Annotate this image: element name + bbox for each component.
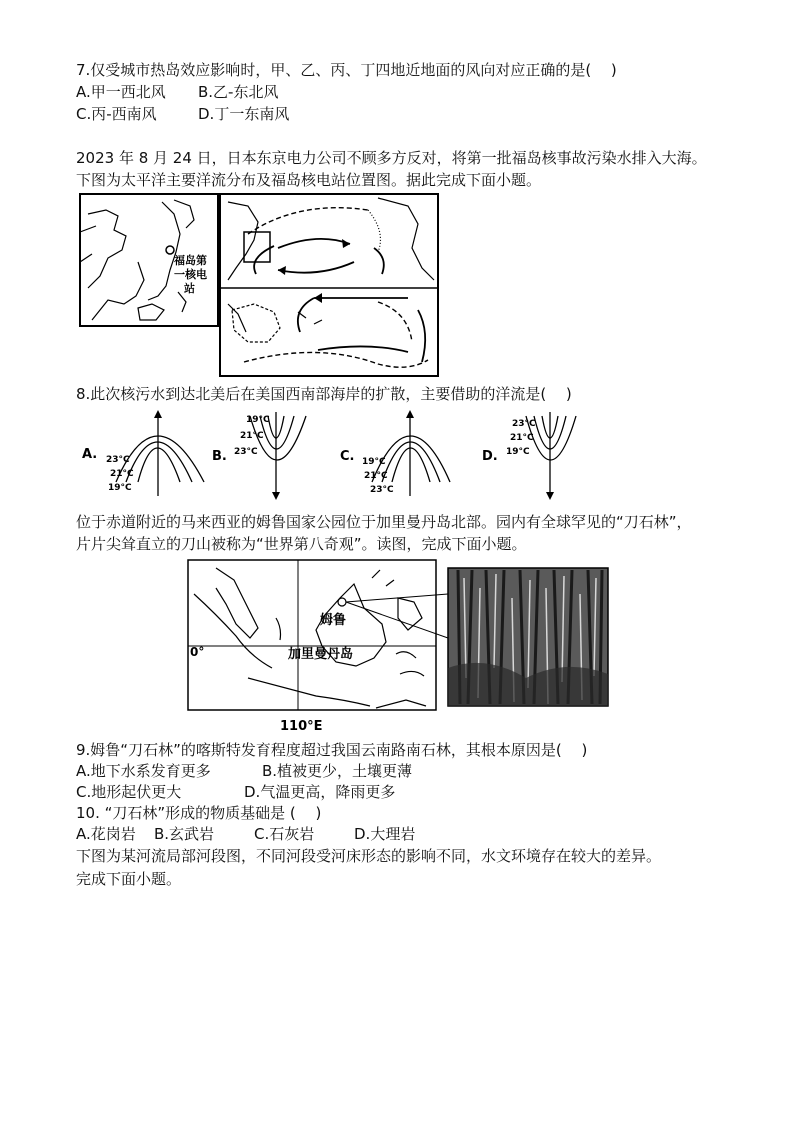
intro1-line1: 2023 年 8 月 24 日，日本东京电力公司不顾多方反对，将第一批福岛核事故污染水排入大海。 bbox=[76, 149, 707, 167]
q7-option-c: C.丙-西南风 bbox=[76, 105, 157, 123]
q9-option-d: D.气温更高，降雨更多 bbox=[244, 783, 396, 801]
q10-option-c: C.石灰岩 bbox=[254, 825, 315, 843]
q8-option-c-temp3: 23°C bbox=[370, 485, 394, 495]
mulu-label: 姆鲁 bbox=[320, 613, 347, 628]
borneo-map-figure bbox=[186, 558, 612, 738]
kalimantan-label: 加里曼丹岛 bbox=[288, 647, 354, 662]
q7-option-a: A.甲一西北风 bbox=[76, 83, 166, 101]
q9-stem: 9.姆鲁“刀石林”的喀斯特发育程度超过我国云南路南石林，其根本原因是( ) bbox=[76, 741, 588, 759]
station-label-line1: 福岛第 bbox=[174, 254, 207, 267]
q8-option-c-temp1: 19°C bbox=[362, 457, 386, 467]
intro2-line1: 位于赤道附近的马来西亚的姆鲁国家公园位于加里曼丹岛北部。园内有全球罕见的“刀石林”， bbox=[76, 513, 692, 531]
q8-option-c-temp2: 21°C bbox=[364, 471, 388, 481]
q8-option-d-temp1: 23°C bbox=[512, 419, 536, 429]
q8-option-b-temp2: 21°C bbox=[240, 431, 264, 441]
intro3-line2: 完成下面小题。 bbox=[76, 870, 182, 888]
pacific-currents-map bbox=[78, 192, 440, 380]
q8-option-b-letter: B. bbox=[212, 449, 227, 464]
q8-option-a-temp3: 19°C bbox=[108, 483, 132, 493]
q7-option-b: B.乙-东北风 bbox=[198, 83, 279, 101]
q8-option-d-temp3: 19°C bbox=[506, 447, 530, 457]
q8-stem: 8.此次核污水到达北美后在美国西南部海岸的扩散，主要借助的洋流是( ) bbox=[76, 385, 572, 403]
q10-stem: 10. “刀石林”形成的物质基础是 ( ) bbox=[76, 804, 322, 822]
q8-option-b-temp3: 23°C bbox=[234, 447, 258, 457]
q8-option-d-letter: D. bbox=[482, 449, 498, 464]
intro1-line2: 下图为太平洋主要洋流分布及福岛核电站位置图。据此完成下面小题。 bbox=[76, 171, 542, 189]
q8-option-b-temp1: 19°C bbox=[246, 415, 270, 425]
longitude-label: 110°E bbox=[280, 719, 323, 734]
q8-option-a-temp1: 23°C bbox=[106, 455, 130, 465]
q10-option-a: A.花岗岩 bbox=[76, 825, 136, 843]
q9-option-a: A.地下水系发育更多 bbox=[76, 762, 211, 780]
q10-option-b: B.玄武岩 bbox=[154, 825, 215, 843]
station-label-line3: 站 bbox=[184, 282, 195, 295]
q10-option-d: D.大理岩 bbox=[354, 825, 416, 843]
q7-stem: 7.仅受城市热岛效应影响时，甲、乙、丙、丁四地近地面的风向对应正确的是( ) bbox=[76, 61, 617, 79]
q8-option-a-temp2: 21°C bbox=[110, 469, 134, 479]
q9-option-b: B.植被更少，土壤更薄 bbox=[262, 762, 413, 780]
intro2-line2: 片片尖耸直立的刀山被称为“世界第八奇观”。读图，完成下面小题。 bbox=[76, 535, 527, 553]
q8-isotherm-options bbox=[80, 408, 620, 500]
equator-label: 0° bbox=[190, 645, 205, 659]
q7-option-d: D.丁一东南风 bbox=[198, 105, 290, 123]
station-label-line2: 一核电 bbox=[174, 268, 207, 281]
intro3-line1: 下图为某河流局部河段图，不同河段受河床形态的影响不同，水文环境存在较大的差异。 bbox=[76, 847, 662, 865]
q9-option-c: C.地形起伏更大 bbox=[76, 783, 182, 801]
q8-option-a-letter: A. bbox=[82, 447, 98, 462]
q8-option-c-letter: C. bbox=[340, 449, 355, 464]
q8-option-d-temp2: 21°C bbox=[510, 433, 534, 443]
